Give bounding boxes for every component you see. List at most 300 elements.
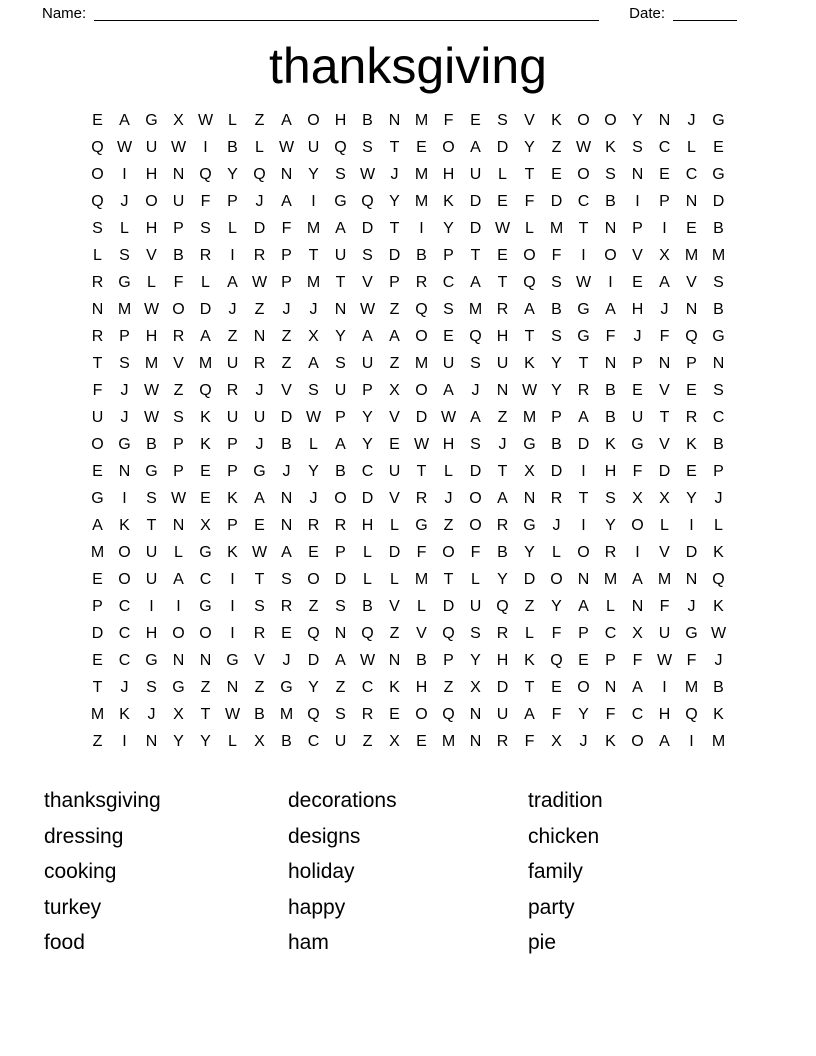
grid-letter: X [389, 381, 400, 399]
grid-letter: O [577, 111, 590, 129]
grid-letter: P [119, 327, 130, 345]
grid-letter: N [334, 624, 347, 642]
grid-letter: O [307, 111, 320, 129]
grid-letter: U [496, 354, 509, 372]
grid-letter: J [633, 327, 642, 345]
word-list [0, 783, 816, 961]
grid-letter: S [470, 354, 481, 372]
word-search-grid [84, 107, 732, 755]
grid-letter: F [632, 651, 643, 669]
grid-letter: L [228, 732, 237, 750]
grid-letter: R [685, 408, 698, 426]
grid-letter: D [496, 678, 509, 696]
grid-letter: D [685, 543, 698, 561]
grid-letter: O [415, 705, 428, 723]
grid-letter: N [226, 678, 239, 696]
grid-letter: M [306, 273, 321, 291]
grid-letter: O [442, 138, 455, 156]
grid-letter: D [550, 462, 563, 480]
grid-letter: N [577, 570, 590, 588]
grid-letter: S [308, 381, 319, 399]
grid-letter: A [335, 651, 346, 669]
grid-letter: F [551, 705, 562, 723]
grid-letter: M [711, 246, 726, 264]
grid-letter: A [389, 327, 400, 345]
grid-letter: A [92, 516, 103, 534]
word-list-item: holiday [288, 860, 355, 883]
grid-letter: J [120, 678, 129, 696]
grid-letter: Q [442, 624, 455, 642]
grid-letter: X [173, 111, 184, 129]
grid-letter: I [581, 246, 586, 264]
grid-letter: Y [524, 543, 535, 561]
grid-letter: M [522, 408, 537, 426]
grid-letter: R [253, 624, 266, 642]
word-list-item: ham [288, 931, 329, 954]
grid-letter: J [282, 462, 291, 480]
grid-letter: F [659, 597, 670, 615]
grid-letter: M [279, 705, 294, 723]
grid-letter: G [685, 624, 698, 642]
grid-letter: S [281, 570, 292, 588]
grid-letter: V [362, 273, 373, 291]
grid-letter: W [170, 138, 187, 156]
grid-letter: E [200, 462, 211, 480]
grid-letter: G [712, 327, 725, 345]
grid-letter: U [361, 354, 374, 372]
grid-letter: F [659, 327, 670, 345]
grid-letter: S [200, 219, 211, 237]
grid-letter: L [471, 570, 480, 588]
grid-letter: K [389, 678, 400, 696]
word-list-item: chicken [528, 824, 600, 848]
grid-letter: H [361, 516, 374, 534]
grid-letter: M [414, 192, 429, 210]
grid-letter: N [685, 300, 698, 318]
grid-letter: T [578, 219, 589, 237]
grid-letter: M [441, 732, 456, 750]
grid-letter: B [227, 138, 238, 156]
grid-letter: T [335, 273, 346, 291]
grid-letter: M [549, 219, 564, 237]
grid-letter: Q [415, 300, 428, 318]
grid-letter: D [658, 462, 671, 480]
grid-letter: Y [470, 651, 481, 669]
grid-letter: Y [308, 678, 319, 696]
word-list-item: thanksgiving [44, 789, 161, 812]
grid-letter: K [227, 489, 238, 507]
grid-letter: K [119, 516, 130, 534]
grid-letter: K [713, 543, 724, 561]
grid-letter: G [523, 516, 536, 534]
grid-letter: R [415, 489, 428, 507]
grid-letter: T [389, 219, 400, 237]
grid-letter: I [230, 597, 235, 615]
grid-letter: R [496, 624, 509, 642]
grid-letter: E [470, 111, 481, 129]
grid-letter: R [280, 597, 293, 615]
grid-letter: W [359, 300, 376, 318]
grid-letter: Z [308, 597, 319, 615]
grid-letter: C [118, 624, 131, 642]
grid-letter: H [496, 327, 509, 345]
word-list-item: food [44, 931, 85, 954]
grid-letter: H [496, 651, 509, 669]
grid-letter: D [577, 435, 590, 453]
grid-letter: G [577, 300, 590, 318]
grid-letter: I [230, 246, 235, 264]
grid-letter: J [120, 408, 129, 426]
grid-letter: W [251, 543, 268, 561]
grid-letter: K [605, 138, 616, 156]
grid-letter: E [389, 705, 400, 723]
grid-letter: A [308, 354, 319, 372]
grid-letter: O [469, 489, 482, 507]
grid-letter: Q [361, 192, 374, 210]
grid-letter: K [227, 543, 238, 561]
grid-letter: S [551, 273, 562, 291]
grid-letter: Y [335, 327, 346, 345]
grid-letter: X [551, 732, 562, 750]
grid-letter: Q [712, 570, 725, 588]
grid-letter: K [524, 354, 535, 372]
grid-letter: P [389, 273, 400, 291]
grid-letter: P [281, 273, 292, 291]
grid-letter: M [711, 732, 726, 750]
grid-letter: P [227, 516, 238, 534]
grid-letter: O [550, 570, 563, 588]
grid-letter: E [416, 138, 427, 156]
grid-letter: P [227, 435, 238, 453]
grid-letter: J [390, 165, 399, 183]
grid-letter: D [199, 300, 212, 318]
grid-letter: N [388, 111, 401, 129]
grid-letter: D [523, 570, 536, 588]
grid-letter: P [605, 651, 616, 669]
grid-letter: N [604, 219, 617, 237]
grid-letter: Y [389, 192, 400, 210]
grid-letter: U [91, 408, 104, 426]
grid-letter: T [524, 678, 535, 696]
grid-letter: K [551, 111, 562, 129]
grid-letter: D [469, 462, 482, 480]
grid-letter: P [686, 354, 697, 372]
grid-letter: G [334, 192, 347, 210]
grid-letter: P [632, 219, 643, 237]
grid-letter: Q [91, 192, 104, 210]
grid-letter: D [334, 570, 347, 588]
grid-letter: U [388, 462, 401, 480]
grid-letter: Z [497, 408, 508, 426]
grid-letter: D [361, 489, 374, 507]
grid-letter: A [200, 327, 211, 345]
grid-letter: X [632, 624, 643, 642]
grid-letter: C [361, 678, 374, 696]
grid-letter: S [551, 327, 562, 345]
grid-letter: T [470, 246, 481, 264]
grid-letter: K [713, 705, 724, 723]
grid-letter: J [309, 489, 318, 507]
grid-letter: P [443, 651, 454, 669]
grid-letter: S [470, 624, 481, 642]
grid-letter: S [254, 597, 265, 615]
grid-letter: N [712, 354, 725, 372]
grid-letter: Y [578, 705, 589, 723]
grid-letter: M [90, 543, 105, 561]
grid-letter: U [226, 354, 239, 372]
grid-letter: G [631, 435, 644, 453]
grid-letter: G [577, 327, 590, 345]
grid-letter: E [551, 678, 562, 696]
grid-letter: M [414, 354, 429, 372]
grid-letter: E [92, 651, 103, 669]
word-list-item: happy [288, 895, 346, 919]
grid-letter: A [443, 381, 454, 399]
word-list-column [44, 783, 288, 961]
grid-letter: A [119, 111, 130, 129]
grid-letter: L [93, 246, 102, 264]
grid-letter: G [172, 678, 185, 696]
grid-letter: U [145, 570, 158, 588]
grid-letter: Y [605, 516, 616, 534]
grid-letter: I [635, 543, 640, 561]
grid-letter: L [714, 516, 723, 534]
grid-letter: Z [389, 354, 400, 372]
grid-letter: Z [281, 327, 292, 345]
word-list-item: designs [288, 824, 361, 848]
grid-letter: I [419, 219, 424, 237]
grid-letter: L [390, 570, 399, 588]
grid-letter: U [658, 624, 671, 642]
grid-letter: W [278, 138, 295, 156]
word-list-item: dressing [44, 824, 124, 848]
grid-letter: T [416, 462, 427, 480]
grid-letter: B [281, 732, 292, 750]
grid-letter: U [145, 138, 158, 156]
grid-letter: S [605, 165, 616, 183]
grid-letter: Z [173, 381, 184, 399]
grid-letter: Y [308, 462, 319, 480]
grid-letter: O [631, 732, 644, 750]
grid-letter: T [524, 327, 535, 345]
grid-letter: T [524, 165, 535, 183]
grid-letter: Y [497, 570, 508, 588]
grid-letter: V [659, 435, 670, 453]
grid-letter: R [361, 705, 374, 723]
grid-letter: D [388, 543, 401, 561]
grid-letter: B [146, 435, 157, 453]
grid-letter: F [551, 246, 562, 264]
grid-letter: O [604, 246, 617, 264]
grid-letter: N [280, 516, 293, 534]
grid-letter: G [415, 516, 428, 534]
grid-letter: E [389, 435, 400, 453]
grid-letter: X [200, 516, 211, 534]
grid-letter: I [149, 597, 154, 615]
grid-letter: X [173, 705, 184, 723]
grid-letter: U [253, 408, 266, 426]
grid-letter: N [253, 327, 266, 345]
grid-letter: H [604, 462, 617, 480]
grid-letter: M [414, 111, 429, 129]
grid-letter: Z [281, 354, 292, 372]
grid-letter: F [551, 624, 562, 642]
grid-letter: Q [550, 651, 563, 669]
grid-letter: D [388, 246, 401, 264]
grid-letter: M [198, 354, 213, 372]
grid-letter: Y [200, 732, 211, 750]
grid-letter: J [255, 192, 264, 210]
grid-letter: I [608, 273, 613, 291]
grid-letter: Y [362, 435, 373, 453]
grid-letter: S [713, 273, 724, 291]
grid-letter: J [687, 111, 696, 129]
grid-letter: N [145, 732, 158, 750]
grid-letter: I [230, 624, 235, 642]
grid-letter: O [577, 678, 590, 696]
grid-letter: Q [199, 381, 212, 399]
grid-letter: O [469, 516, 482, 534]
grid-letter: B [605, 381, 616, 399]
grid-letter: D [361, 219, 374, 237]
grid-letter: V [659, 381, 670, 399]
grid-letter: Y [308, 165, 319, 183]
grid-letter: H [442, 165, 455, 183]
grid-letter: P [227, 462, 238, 480]
grid-letter: I [203, 138, 208, 156]
grid-letter: E [254, 516, 265, 534]
grid-letter: S [335, 597, 346, 615]
grid-letter: L [147, 273, 156, 291]
grid-letter: Z [389, 624, 400, 642]
grid-letter: J [309, 300, 318, 318]
grid-letter: X [524, 462, 535, 480]
grid-letter: H [658, 705, 671, 723]
grid-letter: N [631, 597, 644, 615]
grid-letter: J [282, 651, 291, 669]
grid-letter: Y [551, 354, 562, 372]
grid-letter: S [605, 489, 616, 507]
grid-letter: T [389, 138, 400, 156]
grid-letter: B [713, 435, 724, 453]
grid-letter: Q [685, 327, 698, 345]
grid-letter: J [660, 300, 669, 318]
grid-letter: S [470, 435, 481, 453]
grid-letter: B [362, 597, 373, 615]
grid-letter: K [119, 705, 130, 723]
grid-letter: U [631, 408, 644, 426]
grid-letter: U [469, 597, 482, 615]
grid-letter: L [201, 273, 210, 291]
grid-letter: W [143, 300, 160, 318]
grid-letter: H [415, 678, 428, 696]
grid-letter: N [199, 651, 212, 669]
grid-letter: H [145, 327, 158, 345]
grid-letter: N [469, 705, 482, 723]
grid-letter: W [359, 651, 376, 669]
grid-letter: J [471, 381, 480, 399]
grid-letter: L [606, 597, 615, 615]
grid-letter: L [444, 462, 453, 480]
grid-letter: M [144, 354, 159, 372]
grid-letter: W [413, 435, 430, 453]
grid-letter: N [685, 192, 698, 210]
word-list-item: tradition [528, 789, 603, 812]
grid-letter: G [712, 165, 725, 183]
grid-letter: J [120, 192, 129, 210]
grid-letter: T [497, 462, 508, 480]
grid-letter: M [414, 570, 429, 588]
grid-letter: J [147, 705, 156, 723]
grid-letter: T [578, 354, 589, 372]
grid-letter: A [362, 327, 373, 345]
grid-letter: N [685, 570, 698, 588]
grid-letter: Z [254, 111, 265, 129]
grid-letter: F [686, 651, 697, 669]
grid-letter: I [122, 489, 127, 507]
grid-letter: A [227, 273, 238, 291]
grid-letter: S [119, 354, 130, 372]
grid-letter: B [173, 246, 184, 264]
date-label: Date: [629, 5, 665, 22]
grid-letter: D [469, 219, 482, 237]
grid-letter: V [416, 624, 427, 642]
grid-letter: W [224, 705, 241, 723]
grid-letter: Y [362, 408, 373, 426]
grid-letter: A [578, 597, 589, 615]
grid-letter: I [311, 192, 316, 210]
grid-letter: R [307, 516, 320, 534]
grid-letter: S [443, 300, 454, 318]
grid-letter: R [91, 327, 104, 345]
grid-letter: O [91, 435, 104, 453]
grid-letter: N [631, 165, 644, 183]
grid-letter: S [632, 138, 643, 156]
grid-letter: S [146, 678, 157, 696]
grid-letter: Y [632, 111, 643, 129]
grid-letter: T [146, 516, 157, 534]
grid-letter: Y [551, 381, 562, 399]
grid-letter: L [363, 543, 372, 561]
grid-letter: O [415, 327, 428, 345]
grid-letter: P [551, 408, 562, 426]
grid-letter: D [442, 597, 455, 615]
grid-letter: W [143, 381, 160, 399]
grid-letter: B [605, 408, 616, 426]
grid-letter: O [118, 570, 131, 588]
grid-letter: J [687, 597, 696, 615]
grid-letter: L [228, 111, 237, 129]
grid-letter: Z [524, 597, 535, 615]
word-list-item: cooking [44, 860, 117, 883]
grid-letter: J [579, 732, 588, 750]
grid-letter: Y [524, 138, 535, 156]
grid-letter: O [199, 624, 212, 642]
grid-letter: O [631, 516, 644, 534]
word-list-column [288, 783, 528, 961]
grid-letter: A [335, 219, 346, 237]
grid-letter: X [632, 489, 643, 507]
grid-letter: A [470, 408, 481, 426]
grid-letter: W [521, 381, 538, 399]
grid-letter: E [497, 192, 508, 210]
grid-letter: E [92, 462, 103, 480]
grid-letter: Y [173, 732, 184, 750]
grid-letter: L [498, 165, 507, 183]
grid-letter: V [146, 246, 157, 264]
grid-letter: D [496, 138, 509, 156]
grid-letter: J [714, 651, 723, 669]
